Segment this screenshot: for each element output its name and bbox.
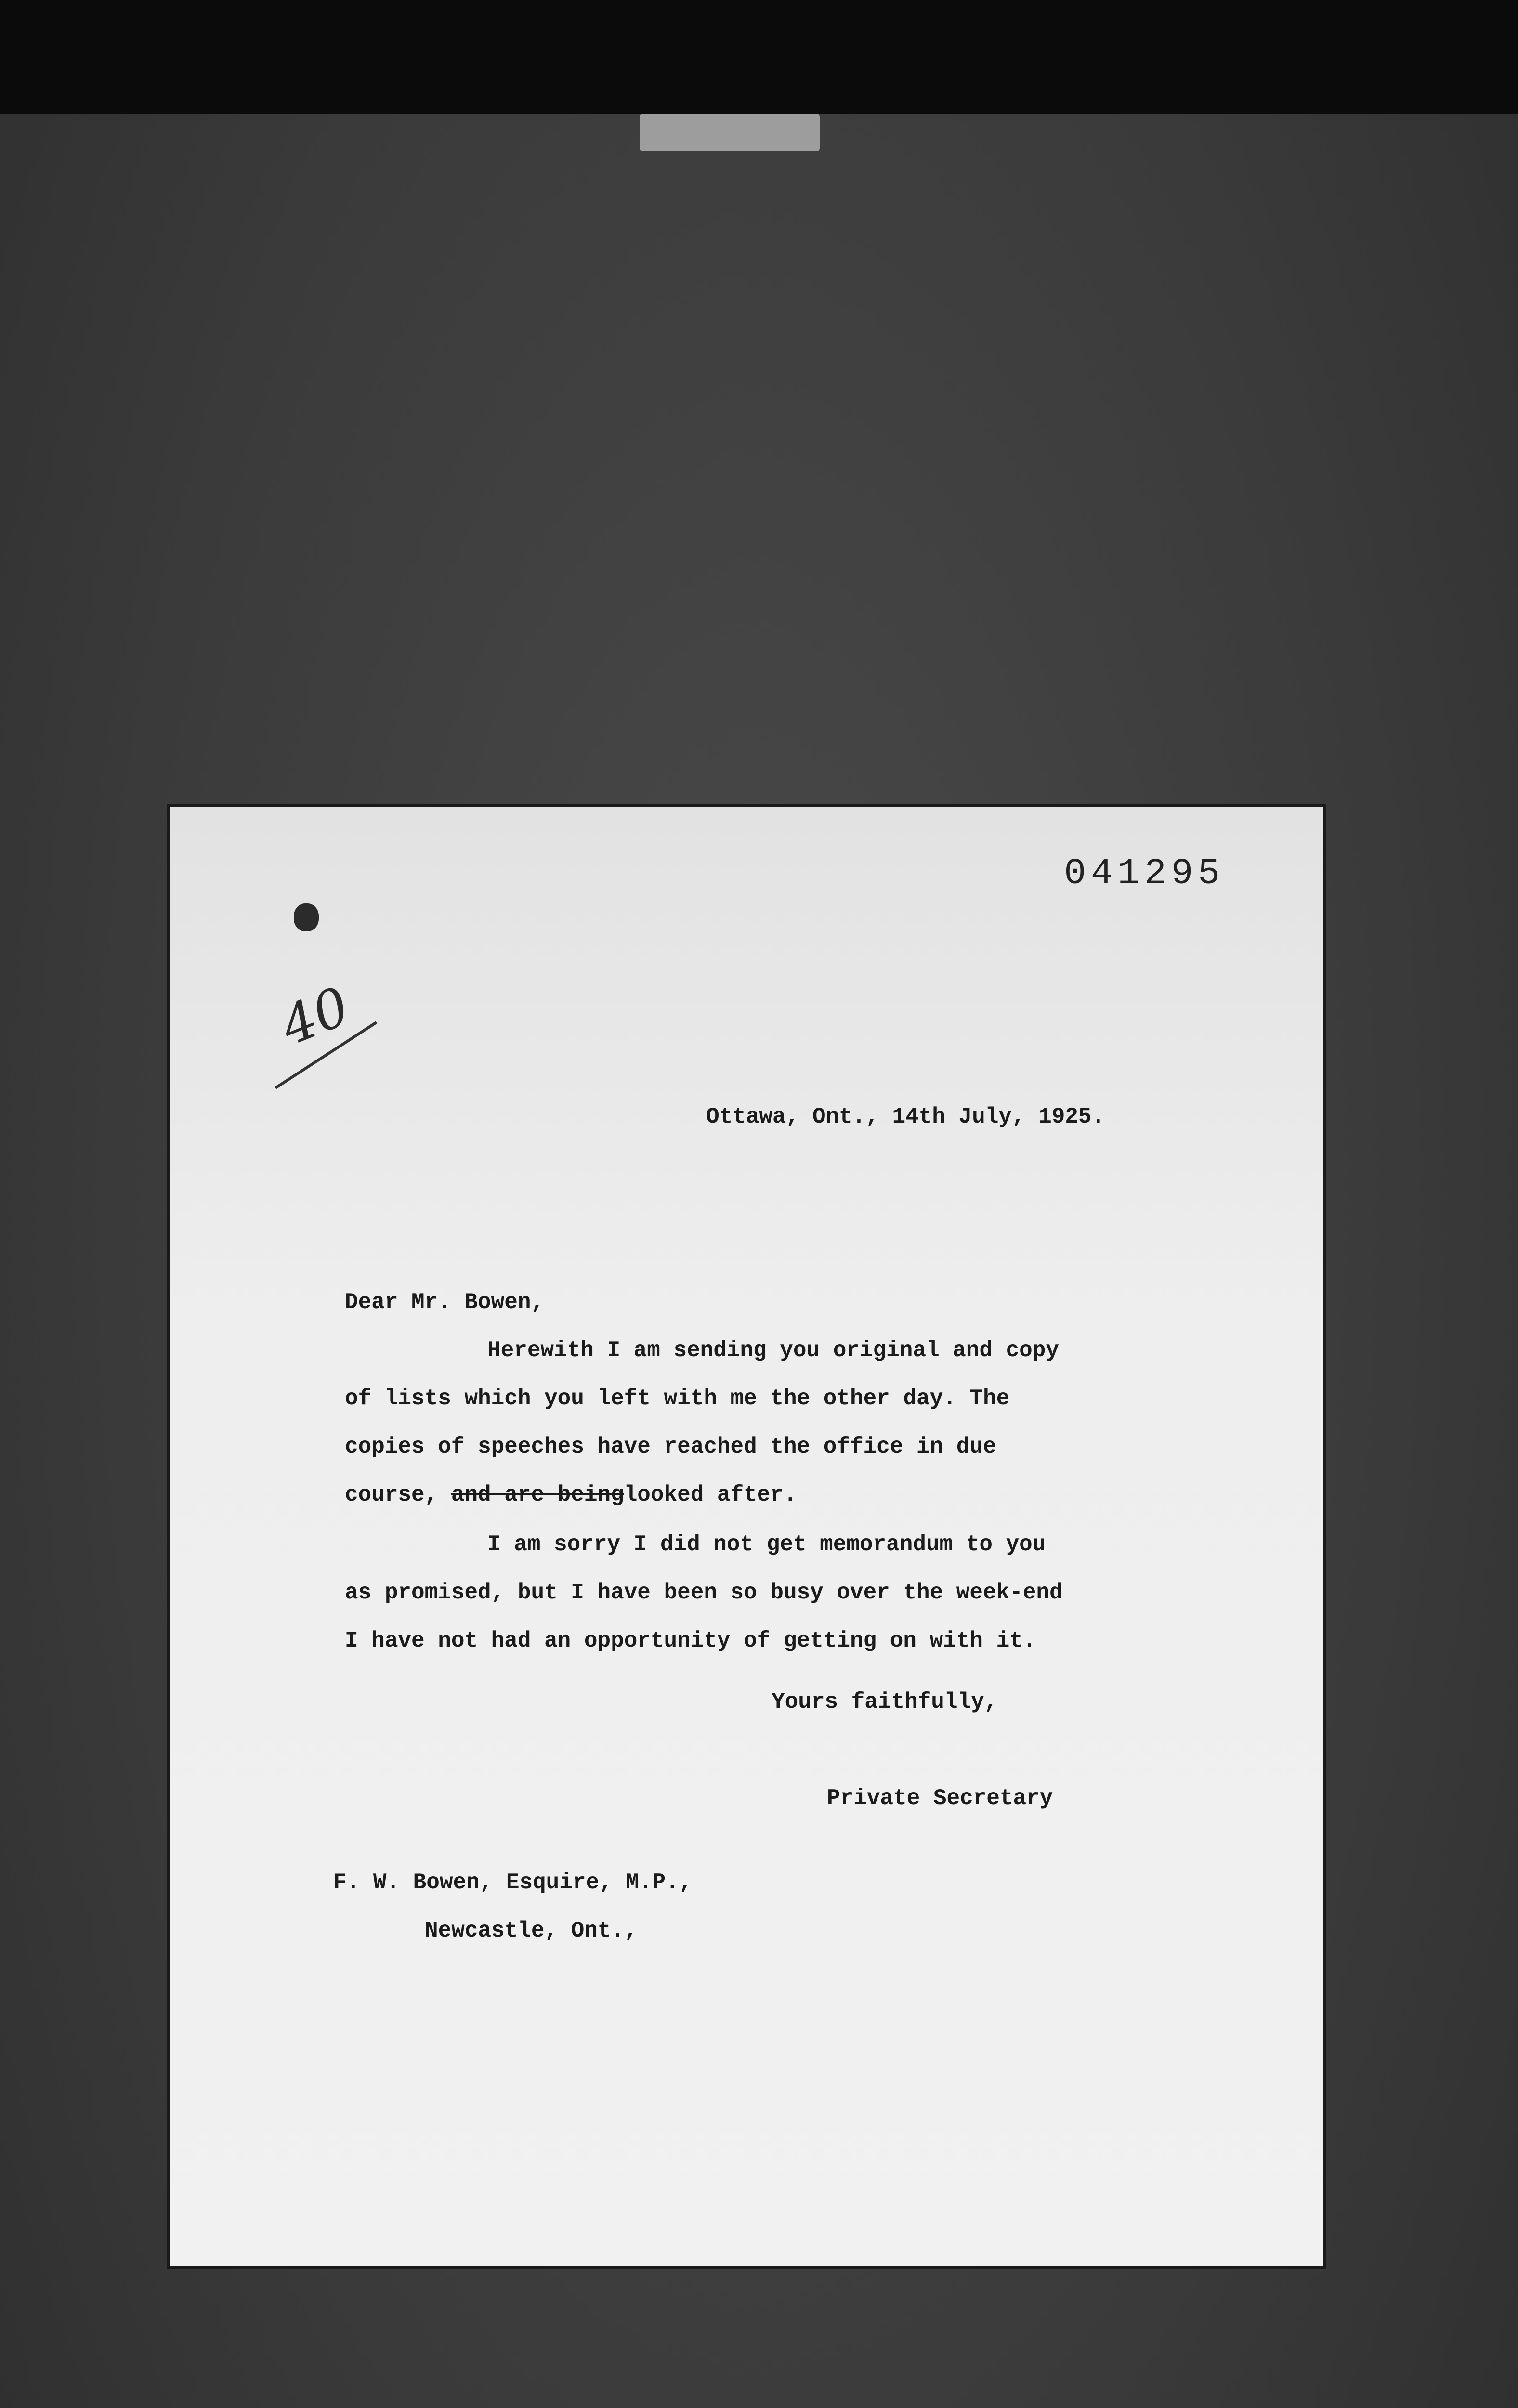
date-line: Ottawa, Ont., 14th July, 1925. <box>706 1104 1105 1129</box>
paragraph2-line1: I am sorry I did not get memorandum to you <box>487 1532 1046 1557</box>
paragraph2-line2: as promised, but I have been so busy over the week-end <box>345 1580 1063 1605</box>
paragraph2-line3: I have not had an opportunity of getting on with it. <box>345 1628 1036 1653</box>
paragraph1-line1: Herewith I am sending you original and copy <box>487 1338 1059 1363</box>
struck-out-text: and are being <box>451 1482 624 1507</box>
typed-letter-page <box>170 807 1323 2266</box>
punch-hole <box>294 903 319 931</box>
closing: Yours faithfully, <box>772 1689 998 1714</box>
paragraph1-line3: copies of speeches have reached the office in due <box>345 1434 996 1459</box>
paragraph1-line2: of lists which you left with me the other day. The <box>345 1386 1010 1411</box>
paragraph1-line4-end: looked after. <box>624 1482 797 1507</box>
paragraph1-line4 <box>345 1484 797 1506</box>
signature-title: Private Secretary <box>827 1786 1053 1811</box>
document-number-stamp: 041295 <box>1064 853 1225 894</box>
recipient-address-line1: F. W. Bowen, Esquire, M.P., <box>333 1870 693 1895</box>
tape-strip <box>640 114 820 151</box>
paragraph1-line4-start: course, <box>345 1482 438 1507</box>
pencil-page-number: 40 <box>272 975 358 1058</box>
salutation: Dear Mr. Bowen, <box>345 1290 545 1315</box>
recipient-address-line2: Newcastle, Ont., <box>425 1918 638 1943</box>
